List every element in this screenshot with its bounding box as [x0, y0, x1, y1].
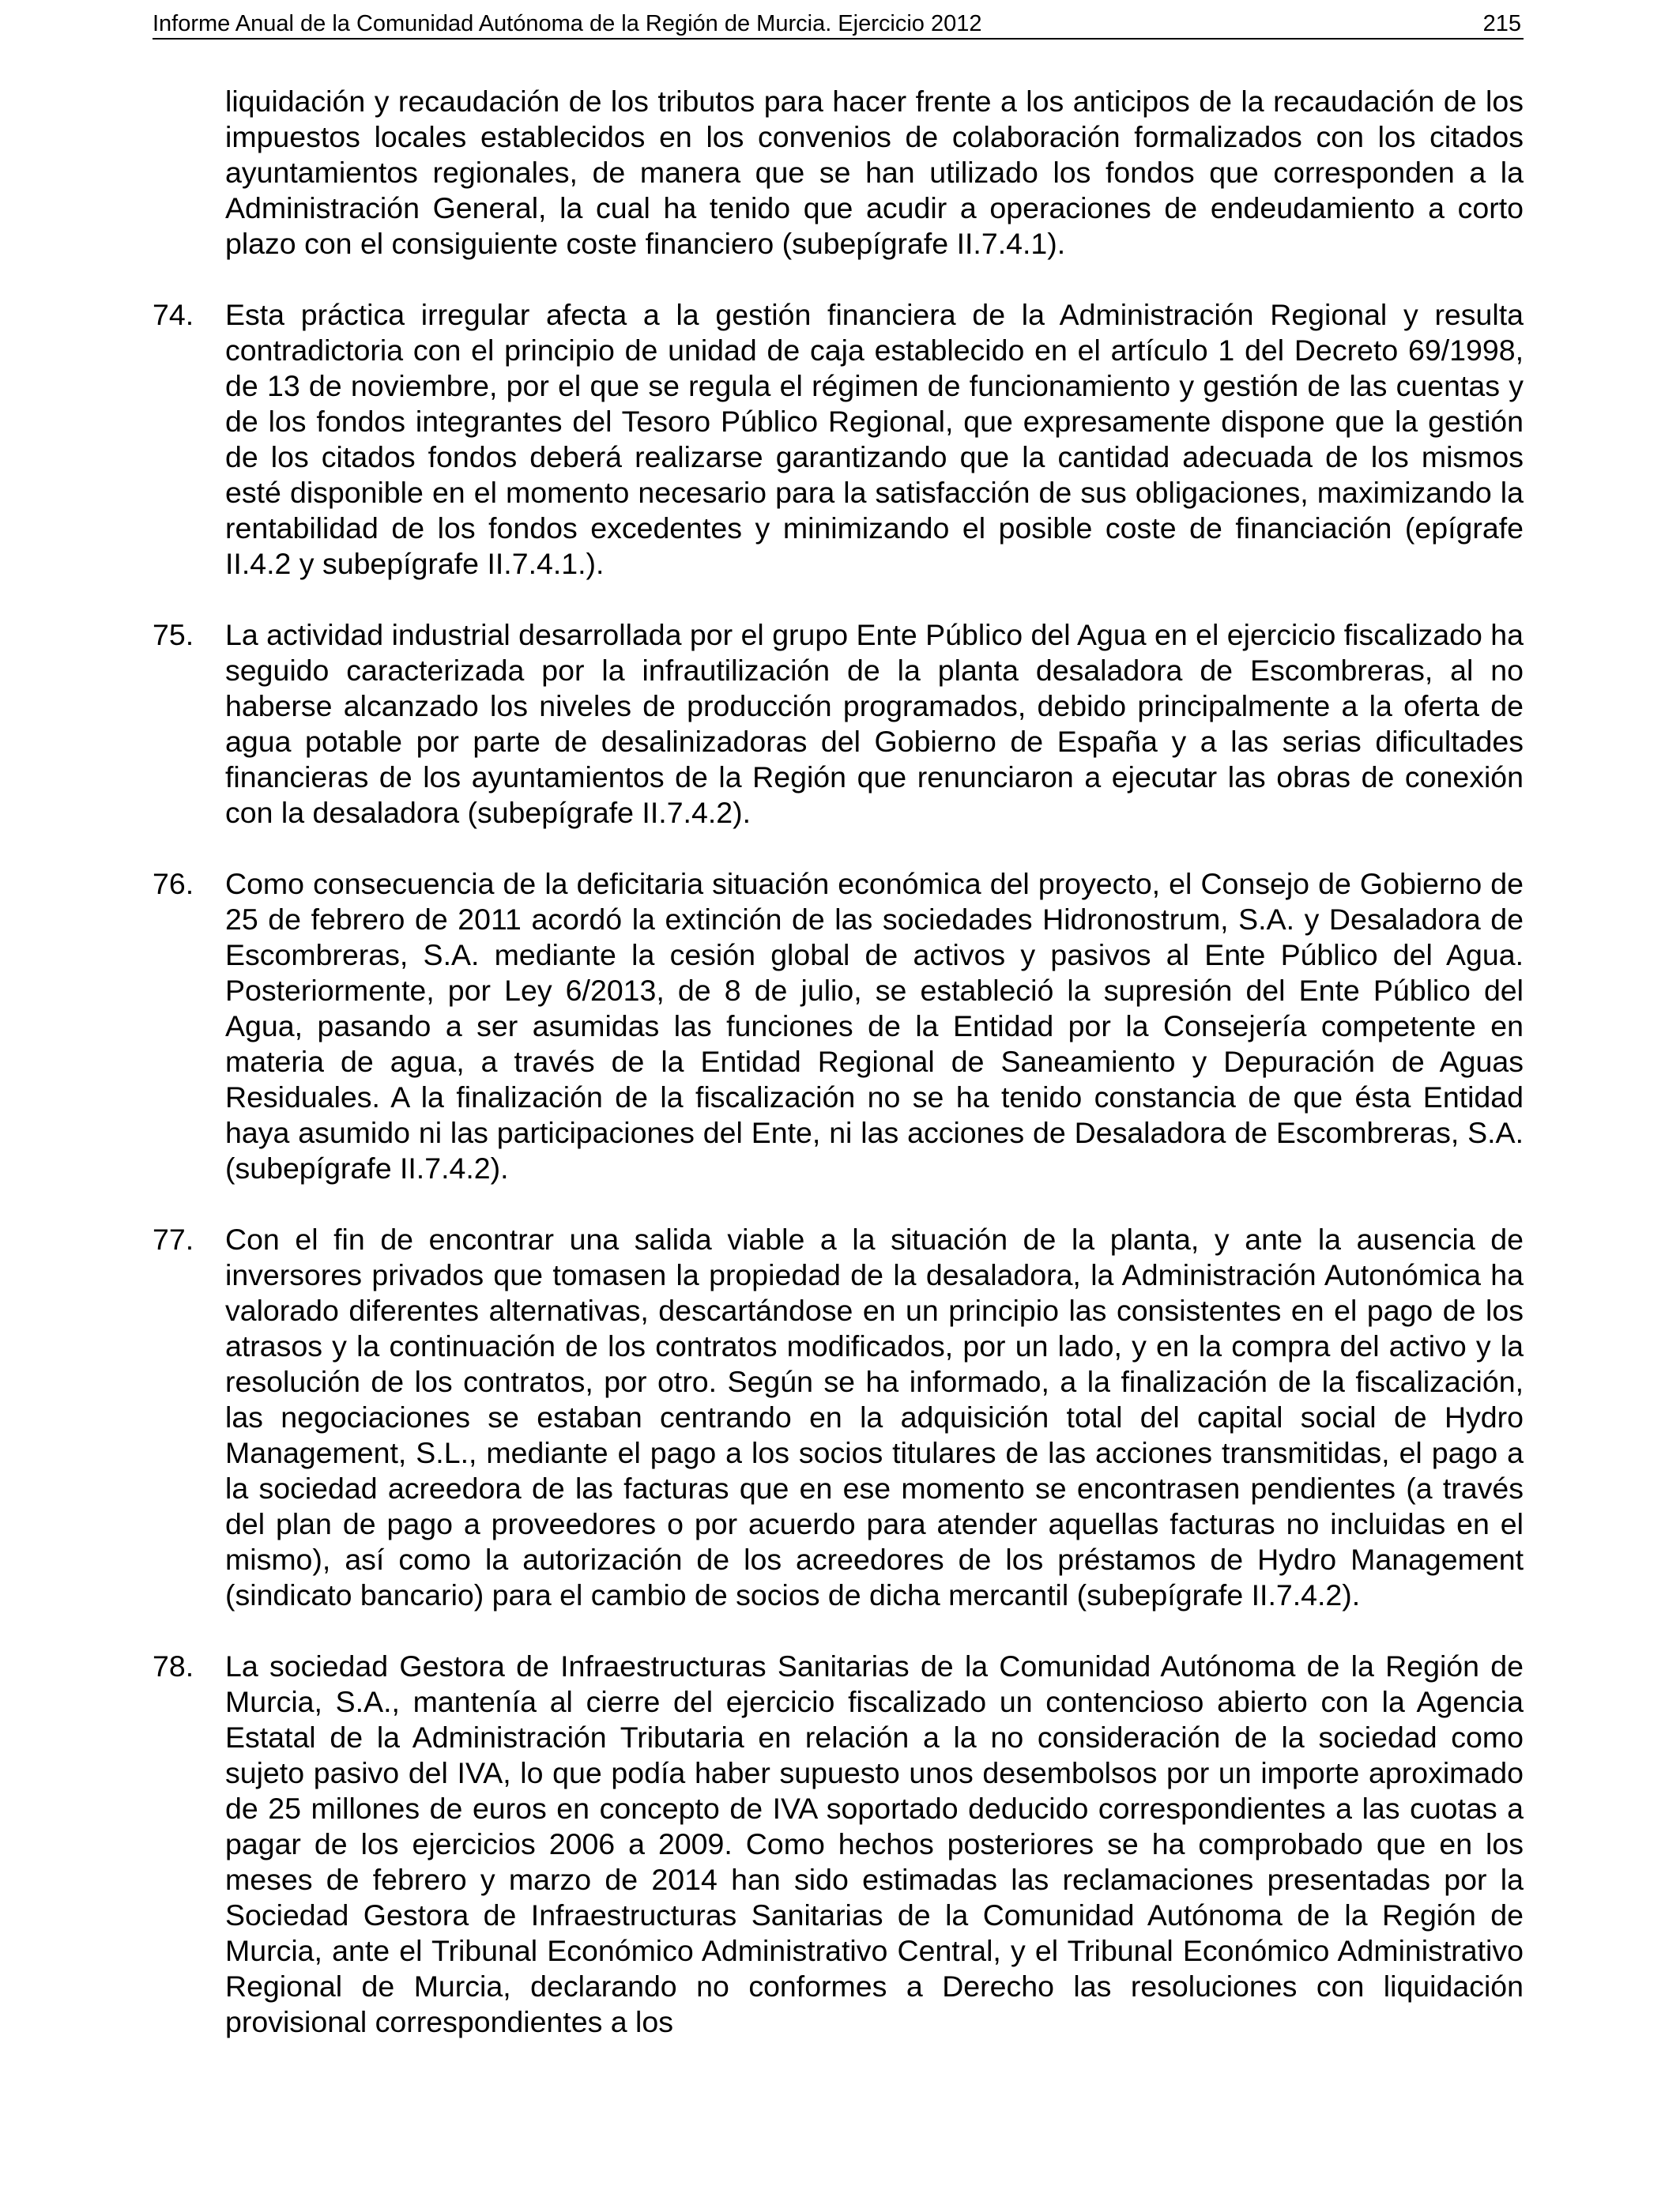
header-title: Informe Anual de la Comunidad Autónoma de la Región de Murcia. Ejercicio 2012 [153, 11, 982, 36]
paragraph-number: 77. [153, 1223, 194, 1256]
paragraph-number: 78. [153, 1649, 194, 1683]
paragraph-text: La sociedad Gestora de Infraestructuras Sanitarias de la Comunidad Autónoma de la Región de Murcia, S.A., mantenía al cierre del ejercicio fiscalizado un contencioso abierto con la Agencia Estatal de la Administración Tributaria en relación a la no consideración de la sociedad como sujeto pasivo del IVA, lo que podía haber supuesto unos desembolsos por un importe aproximado de 25 millones de euros en concepto de IVA soportado deducido correspondientes a las cuotas a pagar de los ejercicios 2006 a 2009. Como hechos posteriores se ha comprobado que en los meses de febrero y marzo de 2014 han sido estimadas las reclamaciones presentadas por la Sociedad Gestora de Infraestructuras Sanitarias de la Comunidad Autónoma de la Región de Murcia, ante el Tribunal Económico Administrativo Central, y el Tribunal Económico Administrativo Regional de Murcia, declarando no conformes a Derecho las resoluciones con liquidación provisional correspondientes a los [225, 1649, 1524, 2038]
page-header [153, 6, 1524, 40]
paragraph-number: 75. [153, 618, 194, 651]
paragraph-74 [153, 297, 1524, 582]
paragraph-continued [153, 84, 1524, 262]
paragraph-text: Con el fin de encontrar una salida viable a la situación de la planta, y ante la ausencia de inversores privados que tomasen la propiedad de la desaladora, la Administración Autonómica ha valorado diferentes alternativas, descartándose en un principio las consistentes en el pago de los atrasos y la continuación de los contratos modificados, por un lado, y en la compra del activo y la resolución de los contratos, por otro. Según se ha informado, a la finalización de la fiscalización, las negociaciones se estaban centrando en la adquisición total del capital social de Hydro Management, S.L., mediante el pago a los socios titulares de las acciones transmitidas, el pago a la sociedad acreedora de las facturas que en ese momento se encontrasen pendientes (a través del plan de pago a proveedores o por acuerdo para atender aquellas facturas no incluidas en el mismo), así como la autorización de los acreedores de los préstamos de Hydro Management (sindicato bancario) para el cambio de socios de dicha mercantil (subepígrafe II.7.4.2). [225, 1223, 1524, 1612]
paragraph-number: 76. [153, 867, 194, 900]
paragraph-75 [153, 617, 1524, 831]
paragraph-text: La actividad industrial desarrollada por el grupo Ente Público del Agua en el ejercicio fiscalizado ha seguido caracterizada por la infrautilización de la planta desaladora de Escombreras, al no haberse alcanzado los niveles de producción programados, debido principalmente a la oferta de agua potable por parte de desalinizadoras del Gobierno de España y a las serias dificultades financieras de los ayuntamientos de la Región que renunciaron a ejecutar las obras de conexión con la desaladora (subepígrafe II.7.4.2). [225, 618, 1524, 829]
paragraph-number: 74. [153, 298, 194, 331]
paragraph-text: Esta práctica irregular afecta a la gestión financiera de la Administración Regional y resulta contradictoria con el principio de unidad de caja establecido en el artículo 1 del Decreto 69/1998, de 13 de noviembre, por el que se regula el régimen de funcionamiento y gestión de las cuentas y de los fondos integrantes del Tesoro Público Regional, que expresamente dispone que la gestión de los citados fondos deberá realizarse garantizando que la cantidad adecuada de los mismos esté disponible en el momento necesario para la satisfacción de sus obligaciones, maximizando la rentabilidad de los fondos excedentes y minimizando el posible coste de financiación (epígrafe II.4.2 y subepígrafe II.7.4.1.). [225, 298, 1524, 580]
document-body [153, 84, 1524, 2075]
paragraph-text: liquidación y recaudación de los tributos para hacer frente a los anticipos de la recaudación de los impuestos locales establecidos en los convenios de colaboración formalizados con los citados ayuntamientos regionales, de manera que se han utilizado los fondos que corresponden a la Administración General, la cual ha tenido que acudir a operaciones de endeudamiento a corto plazo con el consiguiente coste financiero (subepígrafe II.7.4.1). [225, 85, 1524, 260]
paragraph-text: Como consecuencia de la deficitaria situación económica del proyecto, el Consejo de Gobierno de 25 de febrero de 2011 acordó la extinción de las sociedades Hidronostrum, S.A. y Desaladora de Escombreras, S.A. mediante la cesión global de activos y pasivos al Ente Público del Agua. Posteriormente, por Ley 6/2013, de 8 de julio, se estableció la supresión del Ente Público del Agua, pasando a ser asumidas las funciones de la Entidad por la Consejería competente en materia de agua, a través de la Entidad Regional de Saneamiento y Depuración de Aguas Residuales. A la finalización de la fiscalización no se ha tenido constancia de que ésta Entidad haya asumido ni las participaciones del Ente, ni las acciones de Desaladora de Escombreras, S.A. (subepígrafe II.7.4.2). [225, 867, 1524, 1185]
page-number: 215 [1482, 11, 1521, 36]
paragraph-77 [153, 1222, 1524, 1613]
paragraph-76 [153, 866, 1524, 1186]
paragraph-78 [153, 1649, 1524, 2040]
